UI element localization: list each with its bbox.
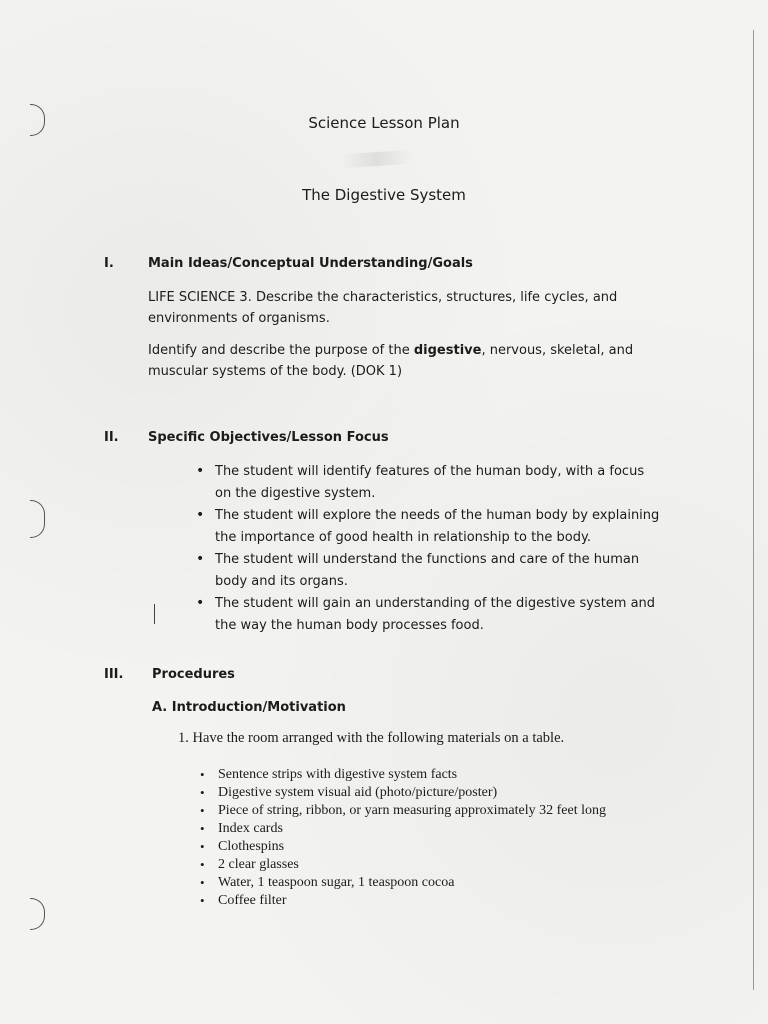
- doc-subtitle: The Digestive System: [302, 186, 466, 204]
- list-item: • The student will understand the functions and care of the human body and its organs.: [194, 549, 664, 592]
- list-item: • Digestive system visual aid (photo/picture/poster): [200, 784, 640, 802]
- section-3-heading: Procedures: [152, 667, 235, 682]
- section-1-paragraph-2: Identify and describe the purpose of the digestive, nervous, skeletal, and muscular systems of the body. (DOK 1): [148, 343, 634, 379]
- list-item: • Coffee filter: [200, 892, 640, 910]
- list-item: • Clothespins: [200, 838, 640, 856]
- procedure-step: 1. Have the room arranged with the following materials on a table.: [178, 730, 565, 746]
- list-item: • The student will gain an understanding of the digestive system and the way the human body processes food.: [194, 593, 664, 636]
- list-item: • The student will identify features of the human body, with a focus on the digestive system.: [194, 461, 664, 504]
- section-2-numeral: II.: [104, 430, 119, 445]
- list-item: • Piece of string, ribbon, or yarn measuring approximately 32 feet long: [200, 802, 640, 820]
- punch-hole-middle: [30, 500, 45, 538]
- section-1-paragraph-1: LIFE SCIENCE 3. Describe the characteristics, structures, life cycles, and environments of organisms.: [148, 290, 618, 326]
- list-item: • Water, 1 teaspoon sugar, 1 teaspoon cocoa: [200, 874, 640, 892]
- smudge: [342, 150, 413, 169]
- objectives-list: [194, 461, 664, 637]
- materials-list: [200, 766, 640, 910]
- bold-term: digestive: [413, 343, 482, 358]
- section-3-numeral: III.: [104, 667, 124, 682]
- punch-hole-bottom: [30, 898, 45, 930]
- pen-mark: [154, 604, 155, 624]
- list-item: • 2 clear glasses: [200, 856, 640, 874]
- list-item: • The student will explore the needs of the human body by explaining the importance of good health in relationship to the body.: [194, 505, 664, 548]
- section-2-heading: Specific Objectives/Lesson Focus: [148, 430, 389, 445]
- list-item: • Sentence strips with digestive system facts: [200, 766, 640, 784]
- doc-title: Science Lesson Plan: [308, 114, 460, 132]
- scan-edge: [753, 30, 754, 990]
- list-item: • Index cards: [200, 820, 640, 838]
- section-1-numeral: I.: [104, 256, 114, 271]
- subsection-heading: A. Introduction/Motivation: [152, 700, 346, 715]
- section-1-heading: Main Ideas/Conceptual Understanding/Goals: [148, 256, 473, 271]
